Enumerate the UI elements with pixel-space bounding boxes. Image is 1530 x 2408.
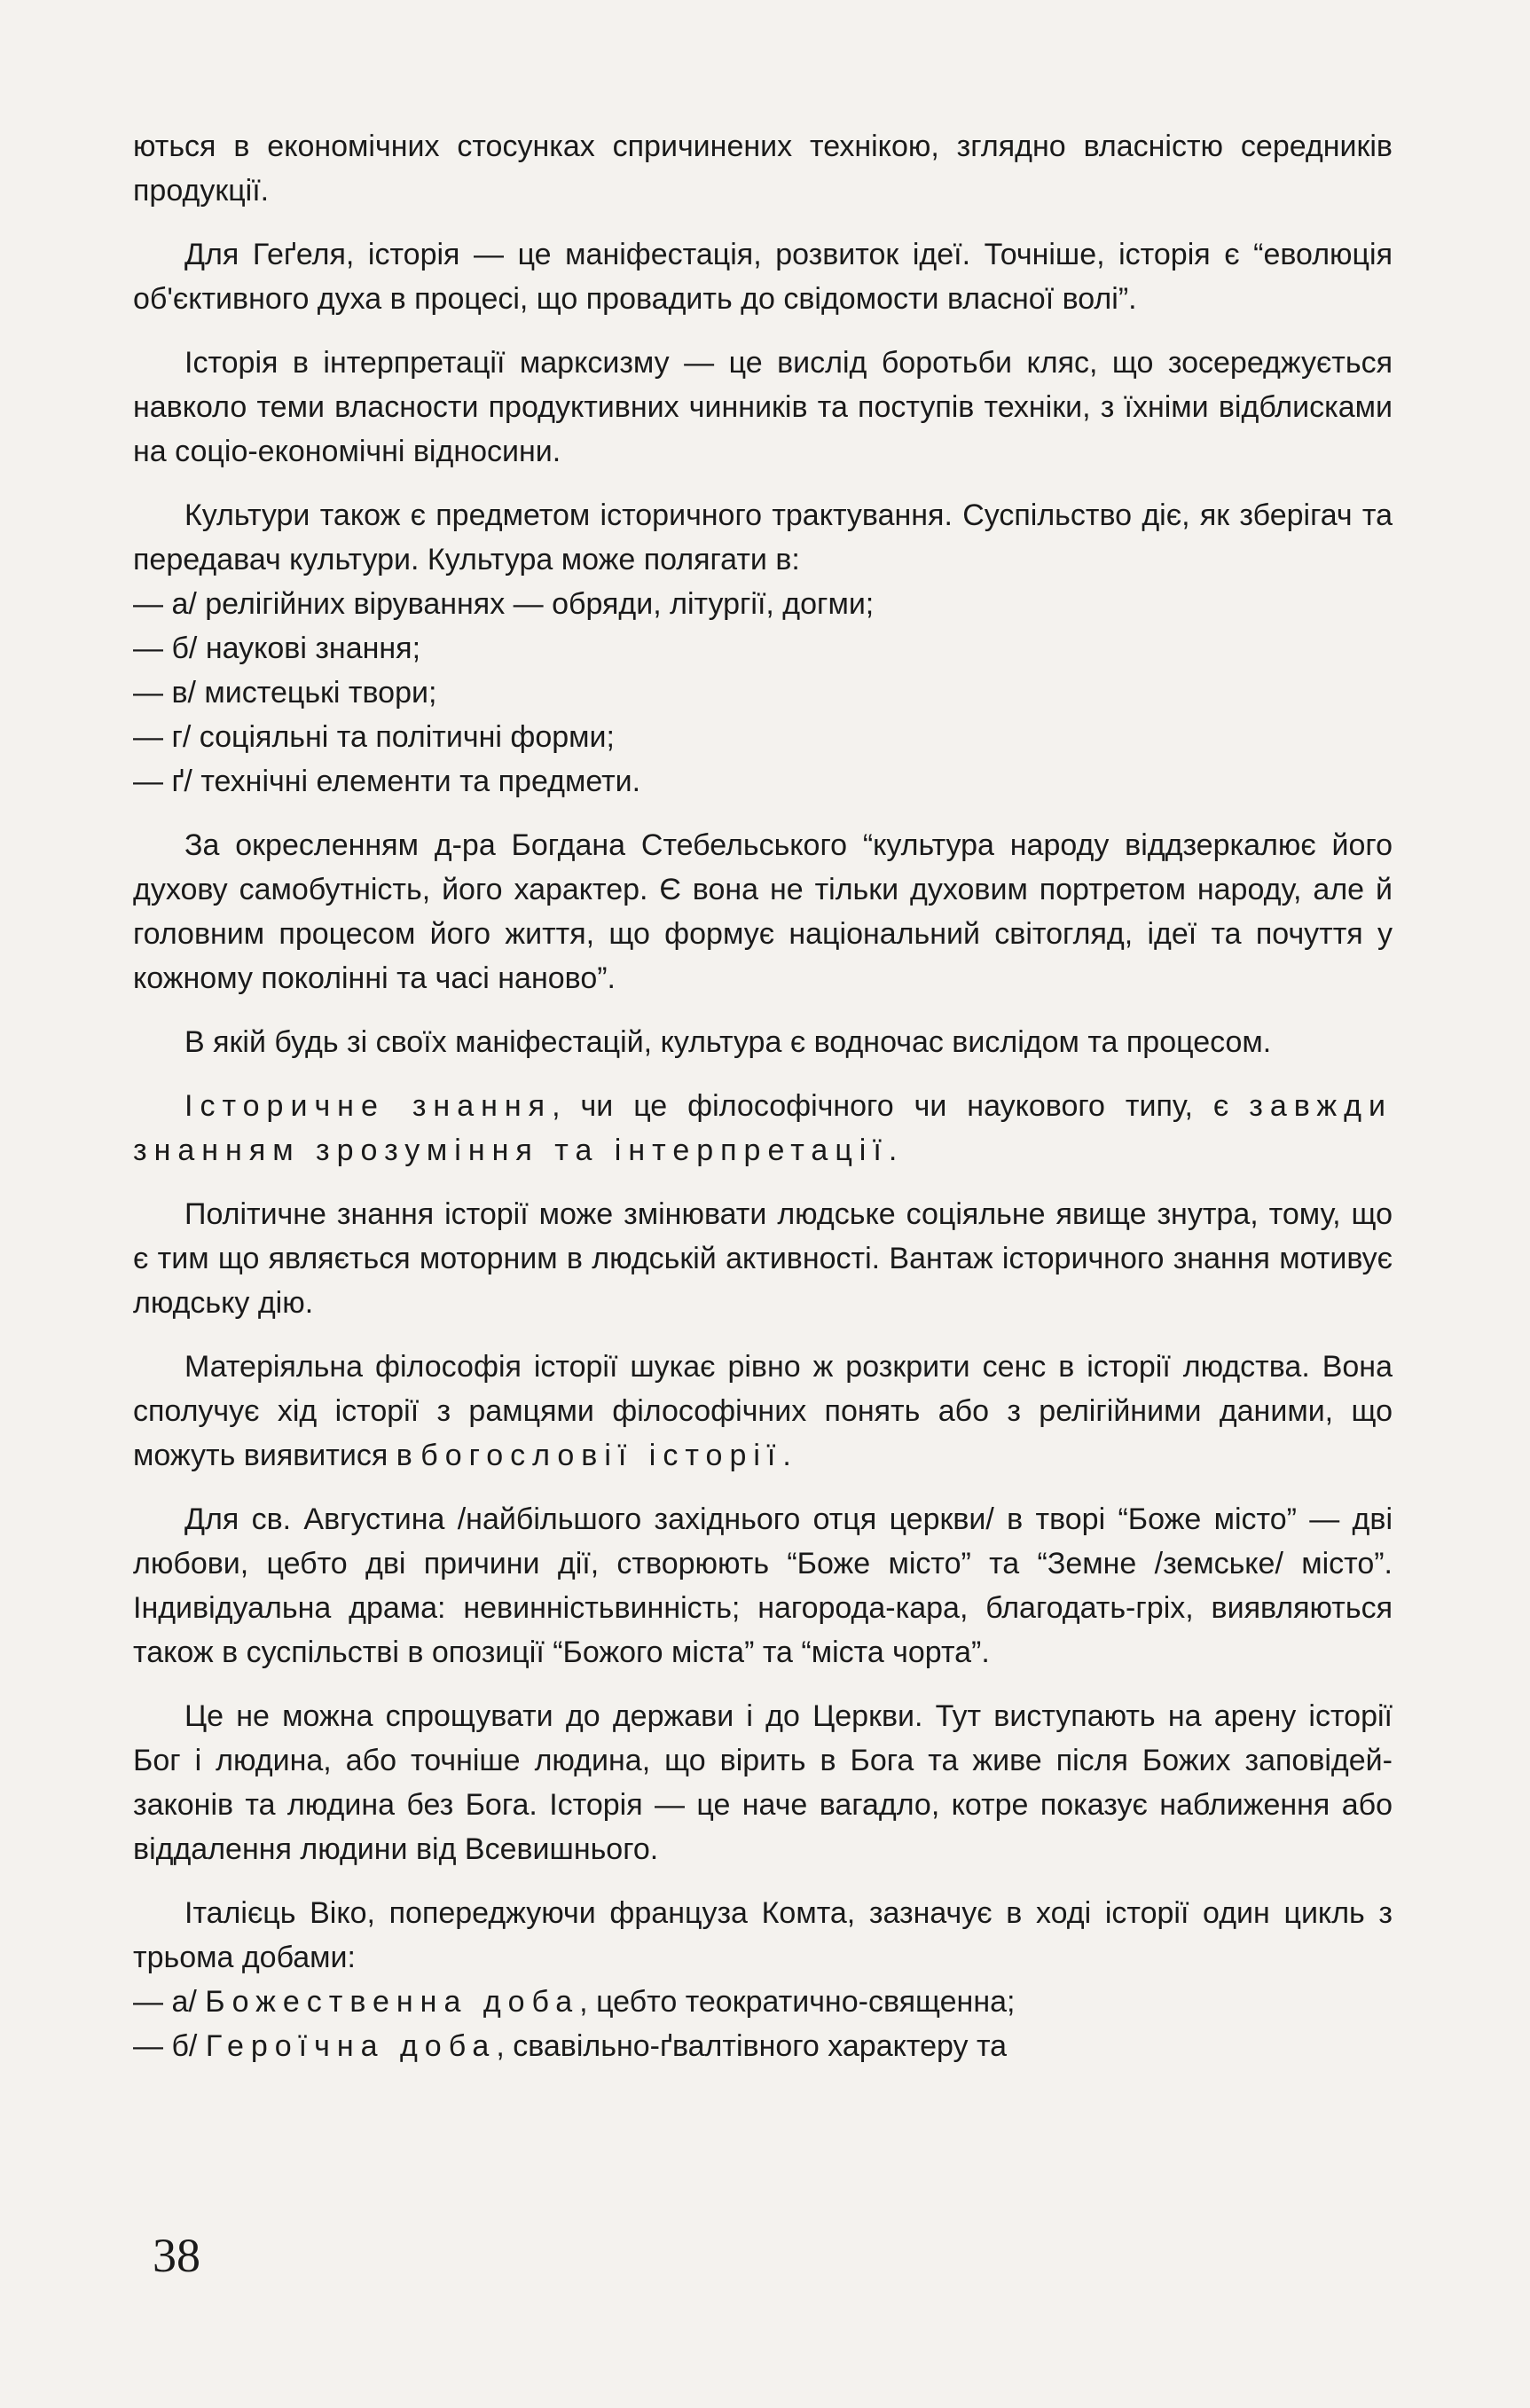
paragraph-material-philosophy	[133, 1345, 1393, 1478]
text-run: , свавільно-ґвалтівного характеру та	[496, 2029, 1008, 2063]
text-run: — а/	[133, 1985, 206, 2019]
text-run: , чи це філософічного чи наукового типу, є	[552, 1089, 1229, 1123]
list-item: — г/ соціяльні та політичні форми;	[133, 720, 615, 754]
paragraph-historical-knowledge	[133, 1084, 1393, 1173]
paragraph-marxism: Історія в інтерпретації марксизму — це вислід боротьби кляс, що зосереджується навколо теми власности продуктивних чинників та поступів техніки, з їхніми відблисками на соціо-економічні відносини.	[133, 346, 1393, 468]
culture-list	[133, 582, 1393, 804]
page-number: 38	[153, 2229, 200, 2282]
paragraph-stebelsky: За окресленням д-ра Богдана Стебельського “культура народу віддзеркалює його духову самобутність, його характер. Є вона не тільки духовим портретом народу, але й головним процесом його життя, що формує національний світогляд, ідеї та почуття у кожному поколінні та часі наново”.	[133, 828, 1393, 995]
spaced-emphasis: богословії історії	[420, 1439, 783, 1472]
text-run: Матеріяльна філософія історії шукає рівно ж розкрити сенс в історії людства. Вона сполучує хід історії з рамцями філософічних понять або з релігійними даними, що можуть виявитися в	[133, 1350, 1393, 1472]
text-run: .	[782, 1439, 791, 1472]
paragraph-church-state: Це не можна спрощувати до держави і до Церкви. Тут виступають на арену історії Бог і людина, або точніше людина, що вірить в Бога та живе після Божих заповідей-законів та людина без Бога. Історія — це наче вагадло, котре показує наближення або віддалення людини від Всевишнього.	[133, 1699, 1393, 1866]
paragraph-hegel: Для Геґеля, історія — це маніфестація, розвиток ідеї. Точніше, історія є “еволюція об'єктивного духа в процесі, що провадить до свідомости власної волі”.	[133, 238, 1393, 316]
list-item: — а/ релігійних віруваннях — обряди, літургії, догми;	[133, 587, 875, 621]
list-item: — ґ/ технічні елементи та предмети.	[133, 765, 641, 798]
paragraph-culture-process: В якій будь зі своїх маніфестацій, культура є водночас вислідом та процесом.	[184, 1025, 1272, 1059]
vico-list	[133, 1980, 1393, 2068]
list-item	[133, 1980, 1393, 2024]
paragraph-political-knowledge: Політичне знання історії може змінювати людське соціяльне явище знутра, тому, що є тим що являється моторним в людській активності. Вантаж історичного знання мотивує людську дію.	[133, 1197, 1393, 1320]
text-run: .	[888, 1133, 898, 1167]
paragraph-vico: Італієць Віко, попереджуючи француза Комта, зазначує в ході історії один цикль з трьома добами:	[133, 1896, 1393, 1974]
text-run: — б/	[133, 2029, 206, 2063]
list-item: — б/ наукові знання;	[133, 631, 421, 665]
paragraph-1: ються в економічних стосунках спричинених технікою, зглядно власністю середників продукції.	[133, 129, 1393, 208]
list-item	[133, 2024, 1393, 2068]
paragraph-augustine: Для св. Августина /найбільшого західнього отця церкви/ в творі “Боже місто” — дві любови, цебто дві причини дії, створюють “Боже місто” та “Земне /земське/ місто”. Індивідуальна драма: невинністьвинність; нагорода-кара, благодать-гріх, виявляються також в суспільстві в опозиції “Божого міста” та “міста чорта”.	[133, 1502, 1393, 1669]
spaced-emphasis: Героїчна доба	[205, 2029, 497, 2063]
spaced-emphasis: Божественна доба	[205, 1985, 580, 2019]
list-item: — в/ мистецькі твори;	[133, 676, 437, 710]
spaced-emphasis: Історичне знання	[184, 1089, 553, 1123]
paragraph-cultures: Культури також є предметом історичного трактування. Суспільство діє, як зберігач та передавач культури. Культура може полягати в:	[133, 498, 1393, 577]
page-body	[133, 124, 1393, 2088]
text-run: , цебто теократично-священна;	[579, 1985, 1016, 2019]
spaced-emphasis: завжди знанням зрозуміння та інтерпретації	[133, 1089, 1393, 1167]
